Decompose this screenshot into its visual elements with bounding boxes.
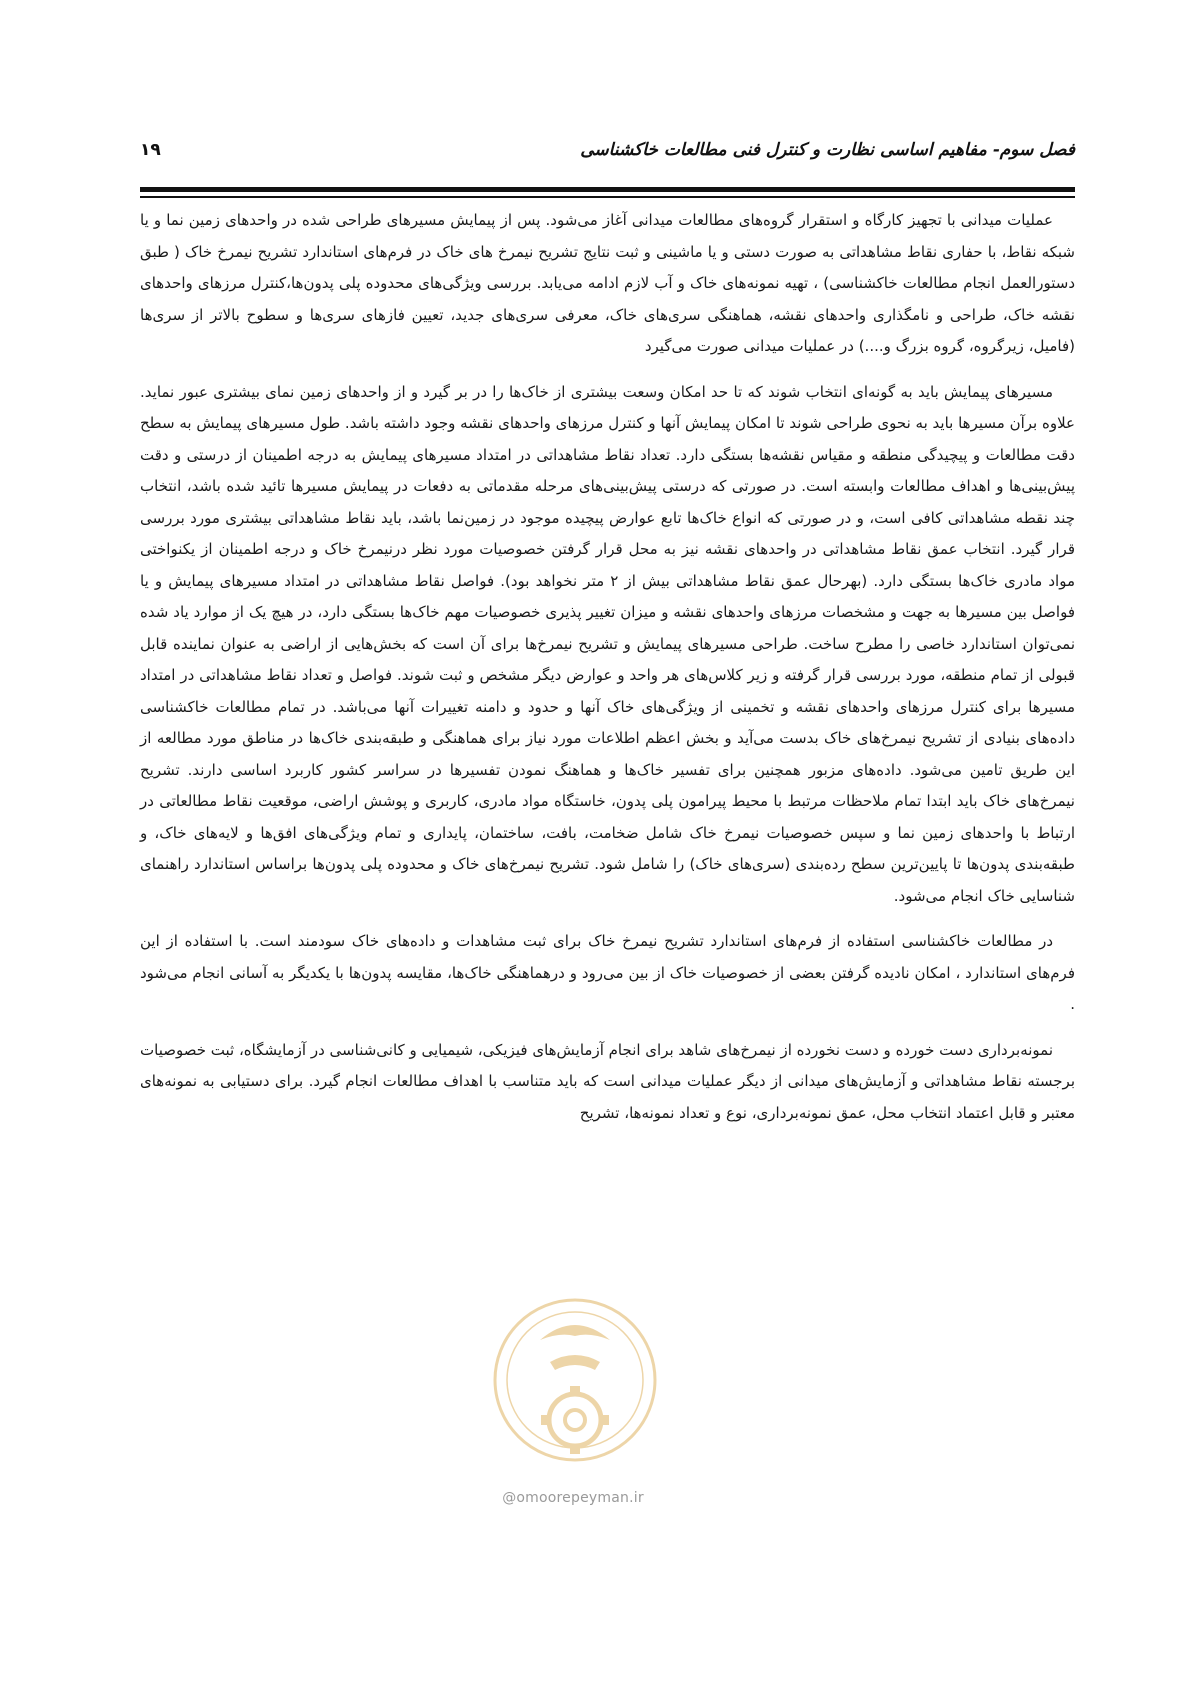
header-rule-thin: [140, 196, 1075, 198]
header-rule-thick: [140, 187, 1075, 192]
watermark-logo: [480, 1270, 670, 1510]
page-header: [140, 140, 1075, 174]
paragraph-standard-forms: در مطالعات خاکشناسی استفاده از فرم‌های استاندارد تشریح نیمرخ خاک برای ثبت مشاهدات و داده‌های خاک سودمند است. با استفاده از این فرم‌های استاندارد ، امکان نادیده گرفتن بعضی از خصوصیات خاک از بین می‌رود و درهماهنگی خاک‌ها، مقایسه پدون‌ها با یکدیگر به آسانی انجام می‌شود .: [140, 932, 1075, 1013]
watermark-url: @omoorepeyman.ir: [502, 1490, 644, 1506]
paragraph-sampling: نمونه‌برداری دست خورده و دست نخورده از نیمرخ‌های شاهد برای انجام آزمایش‌های فیزیکی، شیمیایی و کانی‌شناسی در آزمایشگاه، ثبت خصوصیات برجسته نقاط مشاهداتی و آزمایش‌های میدانی از دیگر عملیات میدانی است که باید متناسب با اهداف مطالعات انجام گیرد. برای دستیابی به نمونه‌های معتبر و قابل اعتماد انتخاب محل، عمق نمونه‌برداری، نوع و تعداد نمونه‌ها، تشریح: [140, 1040, 1075, 1122]
page-number: ۱۹: [140, 140, 161, 160]
paragraph-field-operations: عملیات میدانی با تجهیز کارگاه و استقرار گروه‌های مطالعات میدانی آغاز می‌شود. پس از پیمایش مسیرهای طراحی شده در واحدهای زمین نما و یا شبکه نقاط، با حفاری نقاط مشاهداتی به صورت دستی و یا ماشینی و ثبت نتایج تشریح نیمرخ های خاک در فرم‌های استاندارد تشریح نیمرخ خاک ( طبق دستورالعمل انجام مطالعات خاکشناسی) ، تهیه نمونه‌های خاک و آب لازم ادامه می‌یابد. بررسی ویژگی‌های محدوده پلی پدون‌ها،کنترل مرزهای واحدهای نقشه خاک، طراحی و نامگذاری واحدهای نقشه، هماهنگی سری‌های خاک، معرفی سری‌های جدید، تعیین فازهای سری‌ها و سطوح بالاتر از سری‌ها (فامیل، زیرگروه، گروه بزرگ و....) در عملیات میدانی صورت می‌گیرد: [140, 211, 1075, 355]
body-text: [140, 205, 1075, 1143]
chapter-title: فصل سوم- مفاهیم اساسی نظارت و کنترل فنی مطالعات خاکشناسی: [580, 140, 1075, 160]
paragraph-survey-routes: مسیرهای پیمایش باید به گونه‌ای انتخاب شوند که تا حد امکان وسعت بیشتری از خاک‌ها را در بر گیرد و از واحدهای زمین نمای بیشتری عبور نماید. علاوه برآن مسیرها باید به نحوی طراحی شوند تا امکان پیمایش آنها و کنترل مرزهای واحدهای نقشه وجود داشته باشد. طول مسیرهای پیمایش به سطح دقت مطالعات و پیچیدگی منطقه و مقیاس نقشه‌ها بستگی دارد. تعداد نقاط مشاهداتی در امتداد مسیرهای پیمایش به درجه اطمینان از درستی و دقت پیش‌بینی‌ها و اهداف مطالعات وابسته است. در صورتی که درستی پیش‌بینی‌های مرحله مقدماتی به دفعات در پیمایش مسیرها تائید شده باشد، انتخاب چند نقطه مشاهداتی کافی است، و در صورتی که انواع خاک‌ها تابع عوارض پیچیده موجود در زمین‌نما باشد، باید نقاط مشاهداتی بیشتری مورد بررسی قرار گیرد. انتخاب عمق نقاط مشاهداتی در واحدهای نقشه نیز به محل قرار گرفتن خصوصیات مورد نظر درنیمرخ خاک و درجه اطمینان از یکنواختی مواد مادری خاک‌ها بستگی دارد. (بهرحال عمق نقاط مشاهداتی بیش از ۲ متر نخواهد بود). فواصل نقاط مشاهداتی در امتداد مسیرهای پیمایش و یا فواصل بین مسیرها به جهت و مشخصات مرزهای واحدهای نقشه و میزان تغییر پذیری خصوصیات مهم خاک‌ها بستگی دارد، در هیچ یک از موارد یاد شده نمی‌توان استاندارد خاصی را مطرح ساخت. طراحی مسیرهای پیمایش و تشریح نیمرخ‌ها برای آن است که بخش‌هایی از اراضی به عنوان نماینده قابل قبولی از تمام منطقه، مورد بررسی قرار گرفته و زیر کلاس‌های هر واحد و عوارض دیگر مشخص و ثبت شوند. فواصل و تعداد نقاط مشاهداتی در امتداد مسیرها برای کنترل مرزهای واحدهای نقشه و تخمینی از ویژگی‌های خاک آنها و حدود و دامنه تغییرات آنها می‌باشد. در تمام مطالعات خاکشناسی داده‌های بنیادی از تشریح نیمرخ‌های خاک بدست می‌آید و بخش اعظم اطلاعات مورد نیاز برای هماهنگی و طبقه‌بندی خاک‌ها در مناطق مورد مطالعه از این طریق تامین می‌شود. داده‌های مزبور همچنین برای تفسیر خاک‌ها و هماهنگ نمودن تفسیرها در سراسر کشور کاربرد اساسی دارند. تشریح نیمرخ‌های خاک باید ابتدا تمام ملاحظات مرتبط با محیط پیرامون پلی پدون، خاستگاه مواد مادری، کاربری و پوشش اراضی، موقعیت نقاط مطالعاتی در ارتباط با واحدهای زمین نما و سپس خصوصیات نیمرخ خاک شامل ضخامت، بافت، ساختمان، پایداری و تمام ویژگی‌های افق‌ها و لایه‌های خاک، و طبقه‌بندی پدون‌ها تا پایین‌ترین سطح رده‌بندی (سری‌های خاک) را شامل شود. تشریح نیمرخ‌های خاک و محدوده پلی پدون‌ها براساس استاندارد راهنمای شناسایی خاک انجام می‌شود.: [140, 382, 1075, 905]
